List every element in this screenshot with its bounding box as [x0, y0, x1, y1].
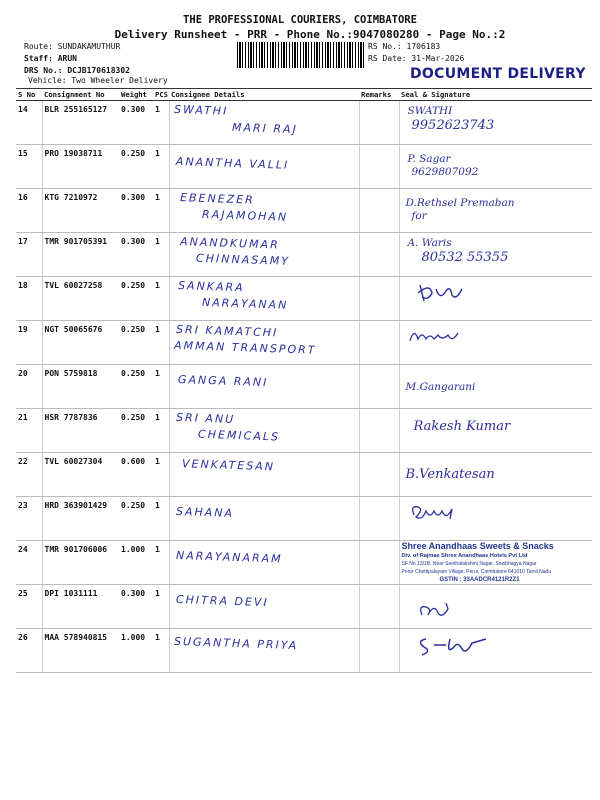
consignee-line-2: AMMAN TRANSPORT — [173, 338, 317, 357]
pcs-cell: 1 — [153, 409, 169, 453]
table-row — [16, 145, 592, 189]
consignee-cell — [169, 541, 359, 585]
seal-address-1: SF No 13/1B, Near Seethalakshmi Nagar, Sowbhagya Nagar — [401, 561, 537, 567]
pcs-cell: 1 — [153, 189, 169, 233]
consignee-line-2: RAJAMOHAN — [201, 207, 288, 224]
signature-cell — [399, 453, 592, 497]
route-label: Route: SUNDAKAMUTHUR — [24, 42, 121, 51]
remarks-cell — [359, 409, 399, 453]
consignee-cell — [169, 365, 359, 409]
col-consignment: Consignment No — [42, 89, 119, 101]
signature-scribble — [402, 501, 472, 523]
weight-cell: 0.250 — [119, 365, 153, 409]
consignment-cell: TMR 901705391 — [42, 233, 119, 277]
signature-cell — [399, 189, 592, 233]
table-row — [16, 101, 592, 145]
consignee-line-2: MARI RAJ — [231, 120, 298, 137]
consignee-cell — [169, 145, 359, 189]
consignee-cell — [169, 453, 359, 497]
signature-cell — [399, 145, 592, 189]
col-pcs: PCS — [155, 90, 168, 99]
consignment-cell: KTG 7210972 — [42, 189, 119, 233]
pcs-cell: 1 — [153, 277, 169, 321]
staff-label: Staff: ARUN — [24, 54, 77, 63]
signature-line-2: 9952623743 — [411, 118, 495, 133]
consignment-cell: NGT 50065676 — [42, 321, 119, 365]
weight-cell: 0.300 — [119, 233, 153, 277]
pcs-cell: 1 — [153, 453, 169, 497]
consignee-line-1: EBENEZER — [179, 191, 255, 207]
sno-cell: 15 — [16, 145, 42, 189]
consignee-cell — [169, 189, 359, 233]
sno-cell: 24 — [16, 541, 42, 585]
consignee-cell — [169, 585, 359, 629]
table-header — [16, 89, 592, 101]
consignee-line-2: CHEMICALS — [197, 427, 280, 444]
sno-cell: 23 — [16, 497, 42, 541]
remarks-cell — [359, 497, 399, 541]
shop-seal-stamp — [402, 541, 600, 585]
table-row — [16, 453, 592, 497]
company-title: THE PROFESSIONAL COURIERS, COIMBATORE — [183, 14, 417, 26]
consignee-line-1: SAHANA — [175, 504, 234, 520]
runsheet-table — [16, 88, 592, 673]
consignee-line-1: SUGANTHA PRIYA — [173, 634, 298, 653]
table-row — [16, 277, 592, 321]
signature-cell — [399, 409, 592, 453]
pcs-cell: 1 — [153, 497, 169, 541]
signature-line-1: Rakesh Kumar — [413, 419, 511, 434]
rs-number: RS No.: 1706183 — [368, 42, 441, 51]
remarks-cell — [359, 101, 399, 145]
signature-cell — [399, 629, 592, 673]
table-row — [16, 365, 592, 409]
signature-cell — [399, 233, 592, 277]
col-remarks: Remarks — [359, 89, 399, 101]
col-weight: Weight — [119, 89, 153, 101]
consignment-cell: TVL 60027304 — [42, 453, 119, 497]
signature-cell — [399, 365, 592, 409]
signature-line-1: A. Waris — [407, 237, 452, 249]
signature-line-1: P. Sagar — [407, 153, 451, 165]
remarks-cell — [359, 145, 399, 189]
weight-cell: 1.000 — [119, 541, 153, 585]
consignment-cell: PRO 19038711 — [42, 145, 119, 189]
consignee-cell — [169, 101, 359, 145]
col-consignee: Consignee Details — [169, 89, 359, 101]
consignee-cell — [169, 233, 359, 277]
sno-cell: 18 — [16, 277, 42, 321]
consignee-line-1: ANANDKUMAR — [179, 235, 280, 252]
weight-cell: 0.250 — [119, 409, 153, 453]
remarks-cell — [359, 189, 399, 233]
consignment-cell: PON 5759818 — [42, 365, 119, 409]
weight-cell: 0.250 — [119, 497, 153, 541]
table-row — [16, 629, 592, 673]
signature-cell — [399, 101, 592, 145]
pcs-cell: 1 — [153, 145, 169, 189]
sno-cell: 25 — [16, 585, 42, 629]
pcs-cell: 1 — [153, 629, 169, 673]
weight-cell: 0.300 — [119, 101, 153, 145]
consignment-cell: MAA 578940815 — [42, 629, 119, 673]
consignee-line-1: CHITRA DEVI — [175, 592, 269, 610]
signature-line-2: B.Venkatesan — [405, 467, 495, 482]
vehicle-label: Vehicle: Two Wheeler Delivery — [28, 76, 168, 85]
sno-cell: 19 — [16, 321, 42, 365]
table-row — [16, 189, 592, 233]
col-signature: Seal & Signature — [399, 89, 592, 101]
pcs-cell: 1 — [153, 233, 169, 277]
consignee-line-1: SRI ANU — [175, 410, 235, 426]
consignee-line-2: CHINNASAMY — [195, 251, 290, 268]
consignee-line-1: ANANTHA VALLI — [175, 154, 289, 172]
sno-cell: 16 — [16, 189, 42, 233]
consignee-line-1: SANKARA — [177, 278, 245, 295]
drs-number: DRS No.: DCJB170618302 — [24, 66, 130, 75]
consignee-cell — [169, 277, 359, 321]
signature-line-2: for — [411, 210, 427, 222]
consignee-line-1: NARAYANARAM — [175, 548, 283, 566]
consignee-line-1: SWATHI — [173, 102, 229, 118]
consignment-cell: TVL 60027258 — [42, 277, 119, 321]
consignment-cell: HRD 363901429 — [42, 497, 119, 541]
table-row — [16, 409, 592, 453]
signature-cell — [399, 277, 592, 321]
signature-cell — [399, 541, 592, 585]
remarks-cell — [359, 277, 399, 321]
consignment-cell: BLR 255165127 — [42, 101, 119, 145]
remarks-cell — [359, 233, 399, 277]
pcs-cell: 1 — [153, 101, 169, 145]
table-row — [16, 321, 592, 365]
signature-cell — [399, 321, 592, 365]
document-delivery-stamp: DOCUMENT DELIVERY — [410, 66, 586, 82]
weight-cell: 0.300 — [119, 585, 153, 629]
remarks-cell — [359, 321, 399, 365]
signature-line-2: M.Gangarani — [405, 381, 476, 393]
sno-cell: 14 — [16, 101, 42, 145]
table-row — [16, 233, 592, 277]
sno-cell: 22 — [16, 453, 42, 497]
consignee-line-2: NARAYANAN — [201, 295, 289, 312]
consignment-cell: DPI 1031111 — [42, 585, 119, 629]
consignee-cell — [169, 629, 359, 673]
sno-cell: 17 — [16, 233, 42, 277]
signature-cell — [399, 585, 592, 629]
signature-scribble — [402, 633, 492, 659]
sno-cell: 26 — [16, 629, 42, 673]
remarks-cell — [359, 541, 399, 585]
remarks-cell — [359, 585, 399, 629]
consignee-line-1: GANGA RANI — [177, 372, 269, 390]
signature-line-1: SWATHI — [407, 105, 453, 117]
pcs-cell: 1 — [153, 585, 169, 629]
table-row — [16, 541, 592, 585]
pcs-cell: 1 — [153, 365, 169, 409]
seal-address-2: Perur Chettipalayam Village, Perur, Coimbatore 641010 Tamil Nadu — [401, 569, 552, 575]
weight-cell: 0.600 — [119, 453, 153, 497]
pcs-cell: 1 — [153, 541, 169, 585]
table-row — [16, 585, 592, 629]
consignee-cell — [169, 321, 359, 365]
remarks-cell — [359, 453, 399, 497]
signature-line-2: 80532 55355 — [421, 250, 509, 265]
signature-line-1: D.Rethsel Premaban — [405, 197, 515, 209]
consignment-cell: HSR 7787836 — [42, 409, 119, 453]
rs-date: RS Date: 31-Mar-2026 — [368, 54, 465, 63]
sno-cell: 21 — [16, 409, 42, 453]
remarks-cell — [359, 365, 399, 409]
weight-cell: 0.250 — [119, 145, 153, 189]
weight-cell: 0.300 — [119, 189, 153, 233]
signature-scribble — [402, 325, 472, 347]
weight-cell: 1.000 — [119, 629, 153, 673]
table-row — [16, 497, 592, 541]
sno-cell: 20 — [16, 365, 42, 409]
signature-scribble — [402, 281, 472, 303]
signature-cell — [399, 497, 592, 541]
remarks-cell — [359, 629, 399, 673]
signature-line-2: 9629807092 — [411, 166, 479, 178]
seal-gstin: GSTIN : 33AADCR4121R2Z1 — [439, 577, 520, 583]
runsheet-title: Delivery Runsheet - PRR - Phone No.:9047080280 - Page No.:2 — [114, 28, 506, 41]
signature-scribble — [402, 599, 472, 621]
seal-name: Shree Anandhaas Sweets & Snacks — [401, 541, 554, 551]
consignee-cell — [169, 497, 359, 541]
seal-division: Div. of Rajmae Shree Anandhaas Hotels Pvt Ltd — [401, 553, 528, 559]
consignee-line-1: VENKATESAN — [181, 457, 275, 474]
consignment-cell: TMR 901706006 — [42, 541, 119, 585]
pcs-cell: 1 — [153, 321, 169, 365]
col-sno: S No — [16, 89, 42, 101]
consignee-cell — [169, 409, 359, 453]
consignee-line-1: SRI KAMATCHI — [175, 322, 278, 340]
weight-cell: 0.250 — [119, 321, 153, 365]
weight-cell: 0.250 — [119, 277, 153, 321]
barcode — [237, 42, 365, 68]
